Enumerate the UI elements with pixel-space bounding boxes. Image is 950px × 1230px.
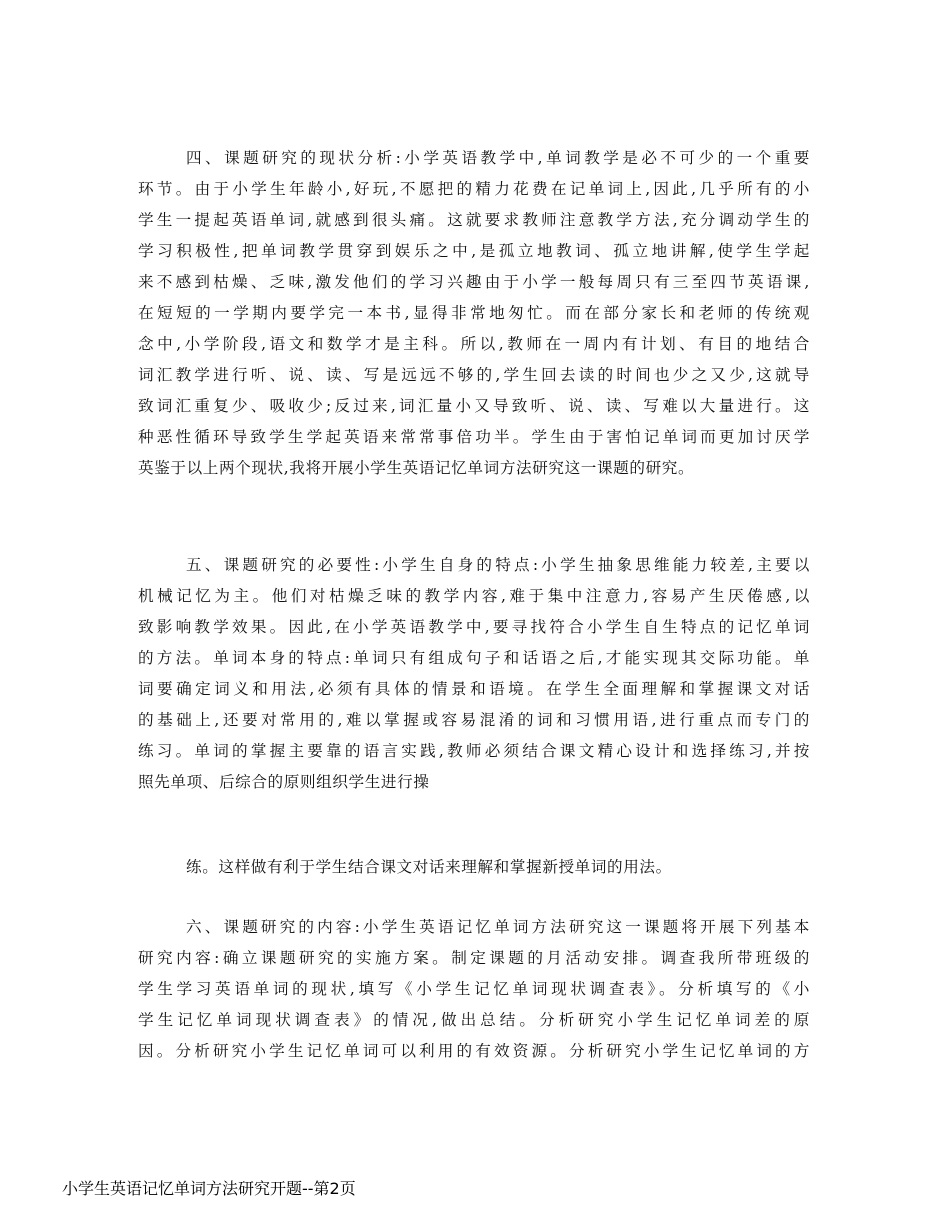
- text-line: 种恶性循环导致学生学起英语来常常事倍功半。学生由于害怕记单词而更加讨厌学: [138, 428, 810, 446]
- text-line: 四、课题研究的现状分析:小学英语教学中,单词教学是必不可少的一个重要: [186, 149, 810, 167]
- text-line: 词要确定词义和用法,必须有具体的情景和语境。在学生全面理解和掌握课文对话: [138, 680, 810, 698]
- paragraph-section-six: [138, 912, 810, 1067]
- text-line: 念中,小学阶段,语文和数学才是主科。所以,教师在一周内有计划、有目的地结合: [138, 335, 810, 353]
- text-line: 学生记忆单词现状调查表》的情况,做出总结。分析研究小学生记忆单词差的原: [138, 1011, 810, 1029]
- text-line: 六、课题研究的内容:小学生英语记忆单词方法研究这一课题将开展下列基本: [186, 918, 810, 936]
- text-line: 练。这样做有利于学生结合课文对话来理解和掌握新授单词的用法。: [186, 858, 672, 876]
- paragraph-section-five-continued: [138, 852, 810, 883]
- text-line: 因。分析研究小学生记忆单词可以利用的有效资源。分析研究小学生记忆单词的方: [138, 1042, 810, 1060]
- text-line: 英鉴于以上两个现状,我将开展小学生英语记忆单词方法研究这一课题的研究。: [138, 459, 695, 477]
- text-line: 的方法。单词本身的特点:单词只有组成句子和话语之后,才能实现其交际功能。单: [138, 649, 810, 667]
- text-line: 机械记忆为主。他们对枯燥乏味的教学内容,难于集中注意力,容易产生厌倦感,以: [138, 587, 810, 605]
- text-line: 五、课题研究的必要性:小学生自身的特点:小学生抽象思维能力较差,主要以: [186, 556, 810, 574]
- text-line: 学习积极性,把单词教学贯穿到娱乐之中,是孤立地教词、孤立地讲解,使学生学起: [138, 242, 810, 260]
- paragraph-section-five: [138, 550, 810, 798]
- paragraph-section-four: [138, 143, 810, 484]
- text-line: 来不感到枯燥、乏味,激发他们的学习兴趣由于小学一般每周只有三至四节英语课,: [138, 273, 810, 291]
- text-line: 词汇教学进行听、说、读、写是远远不够的,学生回去读的时间也少之又少,这就导: [138, 366, 810, 384]
- text-line: 的基础上,还要对常用的,难以掌握或容易混淆的词和习惯用语,进行重点而专门的: [138, 711, 810, 729]
- text-line: 学生一提起英语单词,就感到很头痛。这就要求教师注意教学方法,充分调动学生的: [138, 211, 810, 229]
- text-line: 致词汇重复少、吸收少;反过来,词汇量小又导致听、说、读、写难以大量进行。这: [138, 397, 810, 415]
- text-line: 练习。单词的掌握主要靠的语言实践,教师必须结合课文精心设计和选择练习,并按: [138, 742, 810, 760]
- text-line: 致影响教学效果。因此,在小学英语教学中,要寻找符合小学生自生特点的记忆单词: [138, 618, 810, 636]
- page-footer: 小学生英语记忆单词方法研究开题--第2页: [62, 1179, 356, 1198]
- text-line: 研究内容:确立课题研究的实施方案。制定课题的月活动安排。调查我所带班级的: [138, 949, 810, 967]
- text-line: 在短短的一学期内要学完一本书,显得非常地匆忙。而在部分家长和老师的传统观: [138, 304, 810, 322]
- text-line: 环节。由于小学生年龄小,好玩,不愿把的精力花费在记单词上,因此,几乎所有的小: [138, 180, 810, 198]
- text-line: 学生学习英语单词的现状,填写《小学生记忆单词现状调查表》。分析填写的《小: [138, 980, 810, 998]
- text-line: 照先单项、后综合的原则组织学生进行操: [138, 773, 430, 791]
